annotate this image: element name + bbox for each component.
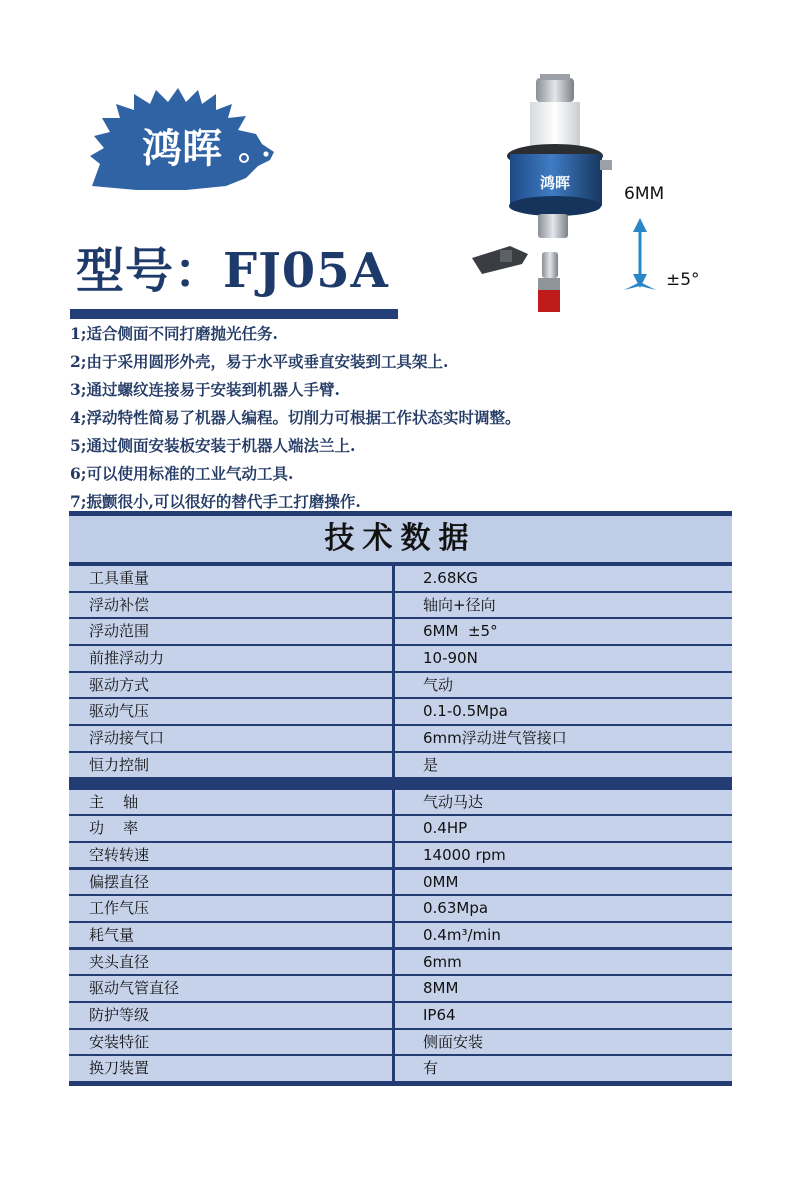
spec-value: 6mm: [395, 950, 732, 975]
spec-value: 14000 rpm: [395, 843, 732, 868]
table-row: [69, 896, 732, 921]
spec-table: [69, 511, 732, 1086]
spec-name: 恒力控制: [69, 753, 392, 778]
table-row: [69, 699, 732, 724]
floating-spindle-icon: [507, 74, 612, 238]
feature-item: 6;可以使用标准的工业气动工具.: [70, 464, 294, 483]
table-row: [69, 726, 732, 751]
spec-name: 换刀装置: [69, 1056, 392, 1081]
spec-name: 工具重量: [69, 566, 392, 591]
spec-name: 空转转速: [69, 843, 392, 868]
table-row: [69, 1003, 732, 1028]
table-row: [69, 646, 732, 671]
feature-item: 2;由于采用圆形外壳，易于水平或垂直安装到工具架上.: [70, 352, 449, 371]
table-row: [69, 950, 732, 975]
page-title: 型号：FJ05A: [76, 243, 389, 299]
spec-name: 主 轴: [69, 790, 392, 815]
spec-name: 夹头直径: [69, 950, 392, 975]
spec-name: 防护等级: [69, 1003, 392, 1028]
table-row: [69, 843, 732, 868]
spec-name: 驱动方式: [69, 673, 392, 698]
feature-item: 4;浮动特性简易了机器人编程。切削力可根据工作状态实时调整。: [70, 408, 521, 427]
feature-list: [70, 320, 750, 516]
spec-value: 侧面安装: [395, 1030, 732, 1055]
spec-value: 0.63Mpa: [395, 896, 732, 921]
spec-name: 驱动气压: [69, 699, 392, 724]
spec-value: 0.4HP: [395, 816, 732, 841]
table-row: [69, 870, 732, 895]
table-row: [69, 673, 732, 698]
table-row: [69, 566, 732, 591]
spec-value: 6mm浮动进气管接口: [395, 726, 732, 751]
spec-name: 浮动补偿: [69, 593, 392, 618]
stroke-label: 6MM: [624, 184, 665, 204]
tool-holder-icon: [538, 252, 560, 312]
spec-name: 安装特征: [69, 1030, 392, 1055]
spec-value: 8MM: [395, 976, 732, 1001]
section-divider: [69, 780, 732, 790]
table-row: [69, 619, 732, 644]
spec-value: 0.1-0.5Mpa: [395, 699, 732, 724]
spec-name: 工作气压: [69, 896, 392, 921]
table-row: [69, 753, 732, 778]
mounting-bracket-icon: [472, 246, 528, 274]
spec-value: 2.68KG: [395, 566, 732, 591]
logo-calligraphy: 鸿晖: [142, 125, 222, 172]
table-row: [69, 790, 732, 815]
spec-value: 0.4m³/min: [395, 923, 732, 948]
spec-table-heading: 技术数据: [69, 516, 732, 562]
table-row: [69, 923, 732, 948]
brand-logo: [86, 86, 282, 194]
spec-value: 是: [395, 753, 732, 778]
spec-name: 浮动接气口: [69, 726, 392, 751]
spec-value: 6MM ±5°: [395, 619, 732, 644]
svg-text:鸿晖: 鸿晖: [539, 174, 571, 192]
spec-name: 前推浮动力: [69, 646, 392, 671]
spec-value: 有: [395, 1056, 732, 1081]
angle-label: ±5°: [666, 270, 700, 290]
feature-item: 3;通过螺纹连接易于安装到机器人手臂.: [70, 380, 340, 399]
feature-item: 5;通过侧面安装板安装于机器人端法兰上.: [70, 436, 356, 455]
feature-item: 7;振颤很小,可以很好的替代手工打磨操作.: [70, 492, 361, 511]
spec-value: 0MM: [395, 870, 732, 895]
float-direction-icon: [624, 218, 656, 290]
table-row: [69, 816, 732, 841]
title-underline: [70, 309, 398, 319]
spec-value: 气动: [395, 673, 732, 698]
spec-name: 耗气量: [69, 923, 392, 948]
spec-name: 浮动范围: [69, 619, 392, 644]
feature-item: 1;适合侧面不同打磨抛光任务.: [70, 324, 278, 343]
spec-value: 气动马达: [395, 790, 732, 815]
table-row: [69, 1056, 732, 1081]
spec-value: 轴向+径向: [395, 593, 732, 618]
spec-name: 偏摆直径: [69, 870, 392, 895]
spec-name: 驱动气管直径: [69, 976, 392, 1001]
table-row: [69, 593, 732, 618]
spec-value: 10-90N: [395, 646, 732, 671]
spec-name: 功 率: [69, 816, 392, 841]
table-row: [69, 976, 732, 1001]
spec-value: IP64: [395, 1003, 732, 1028]
table-row: [69, 1030, 732, 1055]
